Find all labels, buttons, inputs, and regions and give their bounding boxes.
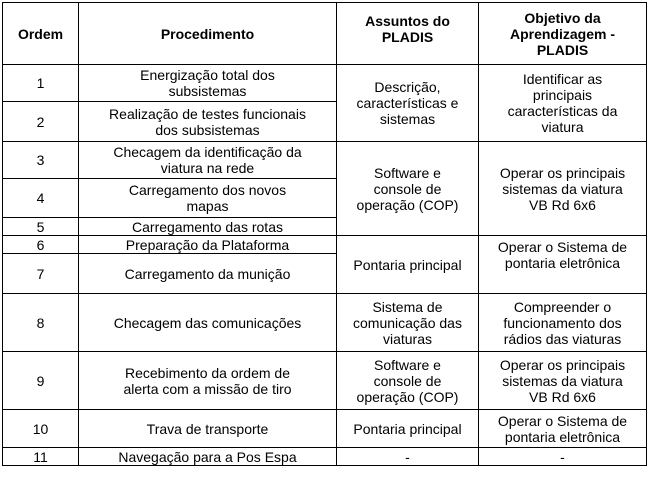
- header-objetivo: Objetivo da Aprendizagem - PLADIS: [479, 3, 647, 65]
- procedimento-cell: Checagem da identificação da viatura na rede: [79, 142, 337, 179]
- objetivo-cell: Operar o Sistema de pontaria eletrônica: [479, 236, 647, 294]
- table-row: [3, 65, 647, 102]
- ordem-cell: 6: [3, 236, 79, 254]
- objetivo-cell: -: [479, 448, 647, 466]
- ordem-cell: 1: [3, 65, 79, 102]
- ordem-cell: 3: [3, 142, 79, 179]
- objetivo-cell: Operar os principais sistemas da viatura VB Rd 6x6: [479, 352, 647, 410]
- assunto-cell: Software e console de operação (COP): [337, 352, 479, 410]
- table-row: [3, 352, 647, 410]
- assunto-cell: Sistema de comunicação das viaturas: [337, 294, 479, 352]
- table-row: [3, 410, 647, 448]
- objetivo-cell: Operar os principais sistemas da viatura VB Rd 6x6: [479, 142, 647, 236]
- procedimento-cell: Realização de testes funcionais dos subsistemas: [79, 102, 337, 142]
- procedimento-cell: Carregamento das rotas: [79, 218, 337, 236]
- assunto-cell: Descrição, características e sistemas: [337, 65, 479, 142]
- assunto-cell: Pontaria principal: [337, 236, 479, 294]
- header-ordem: Ordem: [3, 3, 79, 65]
- procedimento-cell: Trava de transporte: [79, 410, 337, 448]
- procedimento-cell: Energização total dos subsistemas: [79, 65, 337, 102]
- objetivo-cell: Operar o Sistema de pontaria eletrônica: [479, 410, 647, 448]
- header-procedimento: Procedimento: [79, 3, 337, 65]
- table-row: [3, 142, 647, 179]
- procedimento-cell: Carregamento da munição: [79, 254, 337, 294]
- assunto-cell: Pontaria principal: [337, 410, 479, 448]
- header-row: [3, 3, 647, 65]
- ordem-cell: 9: [3, 352, 79, 410]
- assunto-cell: Software e console de operação (COP): [337, 142, 479, 236]
- table-row: [3, 236, 647, 254]
- procedimento-cell: Checagem das comunicações: [79, 294, 337, 352]
- procedures-table: [2, 2, 647, 466]
- ordem-cell: 11: [3, 448, 79, 466]
- header-assuntos: Assuntos do PLADIS: [337, 3, 479, 65]
- procedimento-cell: Recebimento da ordem de alerta com a missão de tiro: [79, 352, 337, 410]
- procedimento-cell: Preparação da Plataforma: [79, 236, 337, 254]
- assunto-cell: -: [337, 448, 479, 466]
- ordem-cell: 2: [3, 102, 79, 142]
- ordem-cell: 10: [3, 410, 79, 448]
- ordem-cell: 4: [3, 179, 79, 218]
- ordem-cell: 5: [3, 218, 79, 236]
- procedimento-cell: Carregamento dos novos mapas: [79, 179, 337, 218]
- ordem-cell: 7: [3, 254, 79, 294]
- objetivo-cell: Identificar as principais características da viatura: [479, 65, 647, 142]
- ordem-cell: 8: [3, 294, 79, 352]
- procedimento-cell: Navegação para a Pos Espa: [79, 448, 337, 466]
- objetivo-cell: Compreender o funcionamento dos rádios das viaturas: [479, 294, 647, 352]
- table-row: [3, 294, 647, 352]
- table-row: [3, 448, 647, 466]
